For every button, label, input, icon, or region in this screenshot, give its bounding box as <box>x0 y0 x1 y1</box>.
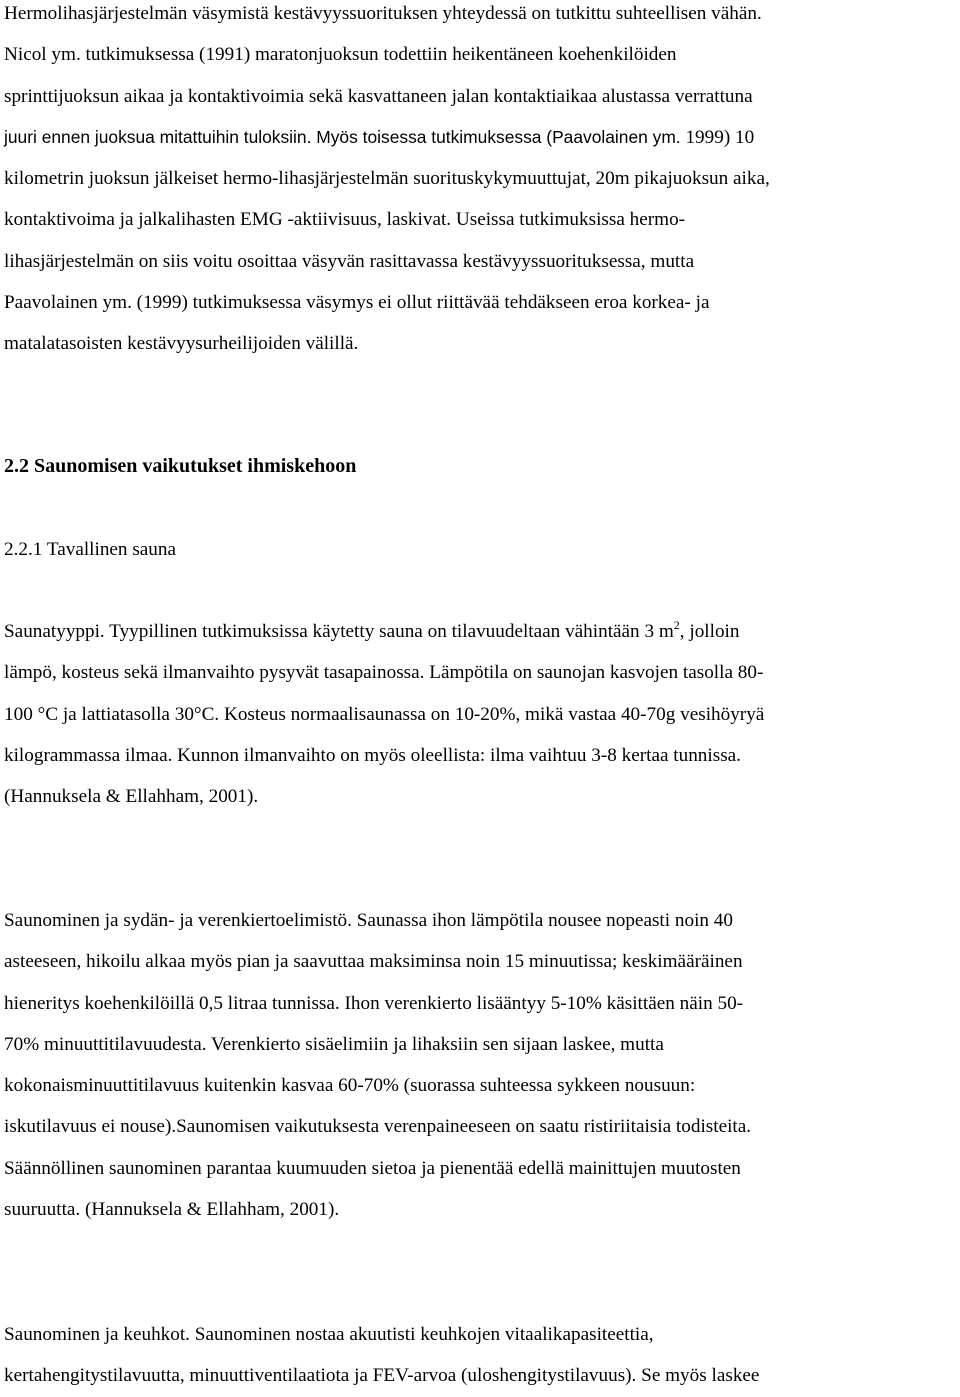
text-line: kertahengitystilavuutta, minuuttiventilaatiota ja FEV-arvoa (uloshengitystilavuus). Se myös laskee <box>4 1365 760 1387</box>
text-line: lämpö, kosteus sekä ilmanvaihto pysyvät tasapainossa. Lämpötila on saunojan kasvojen tasolla 80- <box>4 662 764 684</box>
text-run: Saunassa ihon lämpötila nousee nopeasti noin 40 <box>351 910 733 931</box>
text-line: matalatasoisten kestävyysurheilijoiden välillä. <box>4 333 359 355</box>
paragraph-cardiovascular <box>4 900 956 1230</box>
text-line: kilogrammassa ilmaa. Kunnon ilmanvaihto on myös oleellista: ilma vaihtuu 3-8 kertaa tunnissa. <box>4 744 741 766</box>
text-line: Hermolihasjärjestelmän väsymistä kestävyyssuorituksen yhteydessä on tutkittu suhteellisen vähän. <box>4 3 762 24</box>
text-run: Tyypillinen tutkimuksissa käytetty sauna on tilavuudeltaan vähintään 3 m <box>104 621 674 642</box>
text-run: juuri ennen juoksua mitattuihin tuloksiin. <box>4 126 312 147</box>
text-line: iskutilavuus ei nouse).Saunomisen vaikutuksesta verenpaineeseen on saatu ristiriitaisia todisteita. <box>4 1116 752 1138</box>
paragraph-sauna-type <box>4 611 956 817</box>
text-line: (Hannuksela & Ellahham, 2001). <box>4 786 259 808</box>
text-line <box>4 900 956 941</box>
text-line: Säännöllinen saunominen parantaa kuumuuden sietoa ja pienentää edellä mainittujen muutosten <box>4 1157 741 1179</box>
paragraph-lead: Saunominen ja sydän- ja verenkiertoelimistö. <box>4 910 352 931</box>
text-line <box>4 611 956 652</box>
paragraph-lead: Saunatyyppi. <box>4 621 105 642</box>
paragraph-lungs <box>4 1314 956 1397</box>
text-run: 1999) 10 <box>680 126 755 148</box>
text-line: Nicol ym. tutkimuksessa (1991) maratonjuoksun todettiin heikentäneen koehenkilöiden <box>4 44 677 66</box>
text-line: sprinttijuoksun aikaa ja kontaktivoimia sekä kasvattaneen jalan kontaktiaikaa alustassa verrattuna <box>4 85 753 107</box>
paragraph-lead: Saunominen ja keuhkot. <box>4 1324 190 1345</box>
text-line: suuruutta. (Hannuksela & Ellahham, 2001). <box>4 1199 340 1221</box>
superscript: 2 <box>673 618 680 632</box>
text-line: kontaktivoima ja jalkalihasten EMG -aktiivisuus, laskivat. Useissa tutkimuksissa hermo- <box>4 209 686 231</box>
text-line: hieneritys koehenkilöillä 0,5 litraa tunnissa. Ihon verenkierto lisääntyy 5-10% käsittäen näin 50- <box>4 992 744 1014</box>
text-run: Myös toisessa tutkimuksessa (Paavolainen ym. <box>311 126 681 147</box>
paragraph-fatigue <box>4 0 956 365</box>
text-line: 70% minuuttitilavuudesta. Verenkierto sisäelimiin ja lihaksiin sen sijaan laskee, mutta <box>4 1033 664 1055</box>
text-line: kilometrin juoksun jälkeiset hermo-lihasjärjestelmän suorituskykymuuttujat, 20m pikajuoksun aika, <box>4 168 770 190</box>
text-line: Paavolainen ym. (1999) tutkimuksessa väsymys ei ollut riittävää tehdäkseen eroa korkea- ja <box>4 292 710 314</box>
text-line: 100 °C ja lattiatasolla 30°C. Kosteus normaalisaunassa on 10-20%, mikä vastaa 40-70g vesihöyryä <box>4 703 765 725</box>
text-line <box>4 1314 956 1355</box>
text-line <box>4 117 956 158</box>
text-line: lihasjärjestelmän on siis voitu osoittaa väsyvän rasittavassa kestävyyssuorituksessa, mutta <box>4 250 695 272</box>
subsection-heading: 2.2.1 Tavallinen sauna <box>4 539 177 560</box>
text-run: Saunominen nostaa akuutisti keuhkojen vitaalikapasiteettia, <box>189 1324 654 1345</box>
text-line: asteeseen, hikoilu alkaa myös pian ja saavuttaa maksiminsa noin 15 minuutissa; keskimääräinen <box>4 951 743 973</box>
section-heading: 2.2 Saunomisen vaikutukset ihmiskehoon <box>4 455 357 477</box>
text-line: kokonaisminuuttitilavuus kuitenkin kasvaa 60-70% (suorassa suhteessa sykkeen nousuun: <box>4 1075 696 1097</box>
text-run: , jolloin <box>679 621 740 642</box>
